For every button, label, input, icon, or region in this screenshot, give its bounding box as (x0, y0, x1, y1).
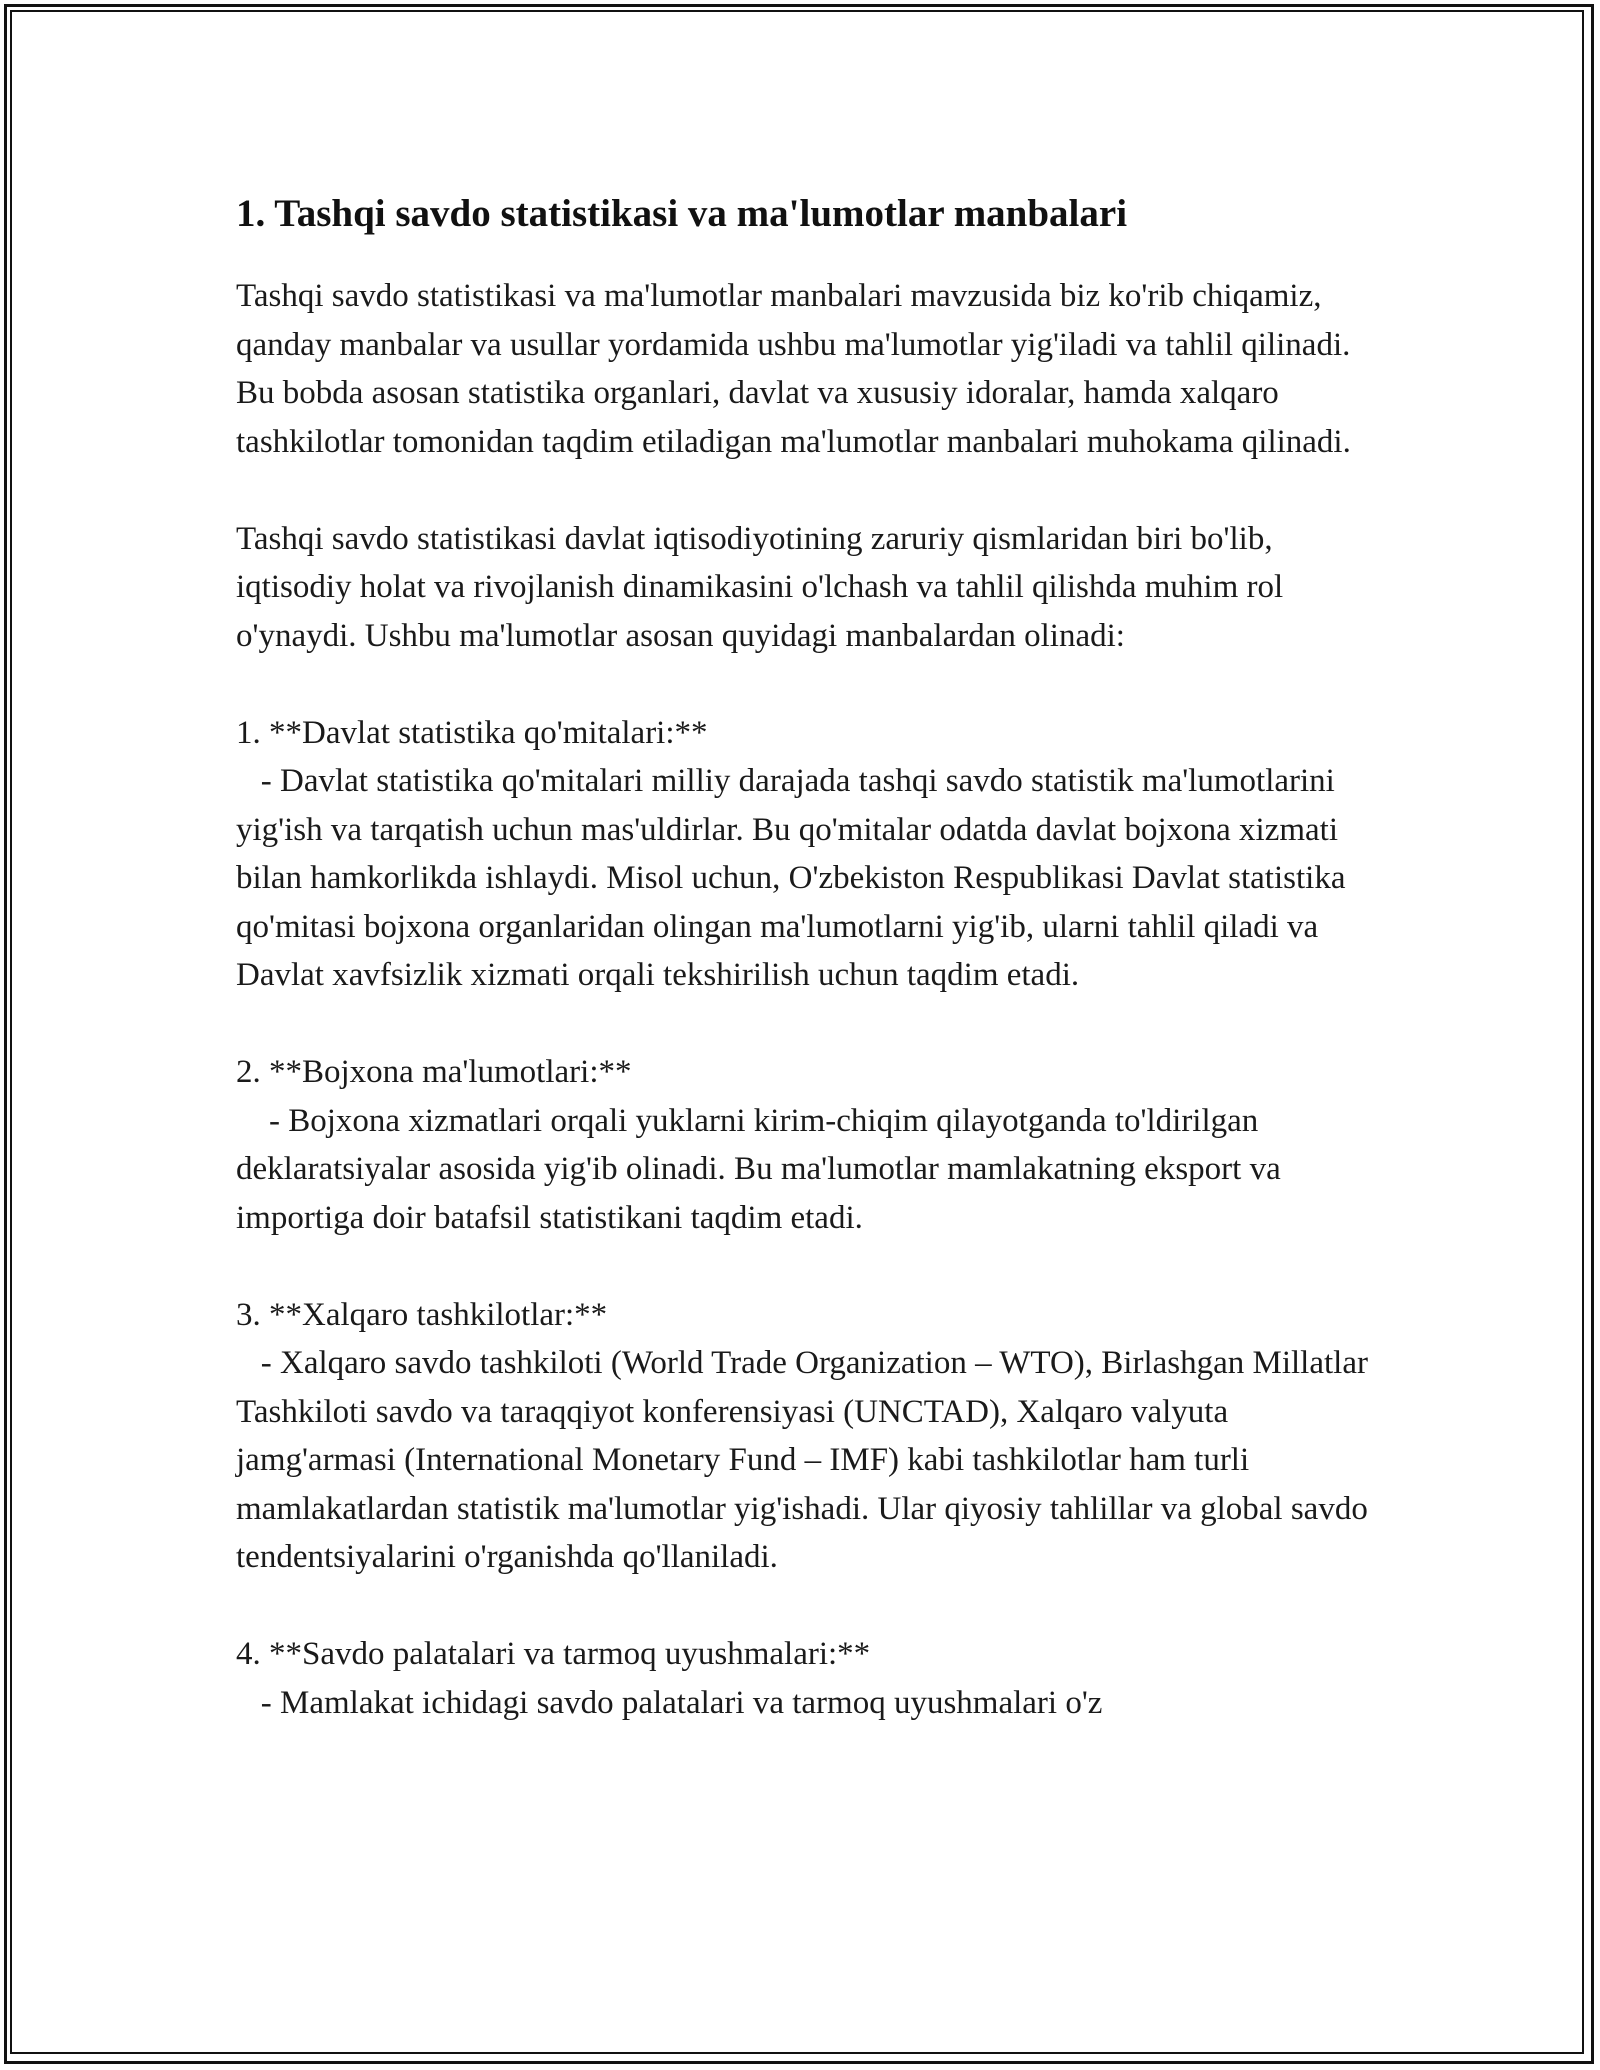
source-item-heading: 2. **Bojxona ma'lumotlari:** (236, 1054, 632, 1090)
document-page (236, 188, 1386, 1727)
intro-paragraph-2: Tashqi savdo statistikasi davlat iqtisodiyotining zaruriy qismlaridan biri bo'lib, iqtisodiy holat va rivojlanish dinamikasini o'lchash va tahlil qilishda muhim rol o'ynaydi. Ushbu ma'lumotlar asosan quyidagi manbalardan olinadi: (236, 520, 1284, 654)
source-item-body: - Davlat statistika qo'mitalari milliy darajada tashqi savdo statistik ma'lumotlarini yig'ish va tarqatish uchun mas'uldirlar. Bu qo'mitalar odatda davlat bojxona xizmati bilan hamkorlikda ishlaydi. Misol uchun, O'zbekiston Respublikasi Davlat statistika qo'mitasi bojxona organlaridan olingan ma'lumotlarni yig'ib, ularni tahlil qiladi va Davlat xavfsizlik xizmati orqali tekshirilish uchun taqdim etadi. (236, 763, 1354, 993)
source-item-body: - Xalqaro savdo tashkiloti (World Trade Organization – WTO), Birlashgan Millatlar Tashkiloti savdo va taraqqiyot konferensiyasi (UNCTAD), Xalqaro valyuta jamg'armasi (International Monetary Fund – IMF) kabi tashkilotlar ham turli mamlakatlardan statistik ma'lumotlar yig'ishadi. Ular qiyosiy tahlillar va global savdo tendentsiyalarini o'rganishda qo'llaniladi. (236, 1345, 1377, 1575)
paragraph-spacer (236, 1000, 1386, 1049)
source-item-body: - Mamlakat ichidagi savdo palatalari va tarmoq uyushmalari o'z (236, 1684, 1103, 1721)
paragraph-spacer (236, 660, 1386, 709)
section-title: 1. Tashqi savdo statistikasi va ma'lumotlar manbalari (236, 192, 1128, 235)
source-item-4 (236, 1630, 1386, 1727)
paragraph-spacer (236, 1582, 1386, 1631)
source-item-2 (236, 1048, 1386, 1242)
source-item-1 (236, 709, 1386, 1000)
source-item-heading: 1. **Davlat statistika qo'mitalari:** (236, 714, 708, 751)
source-item-heading: 4. **Savdo palatalari va tarmoq uyushmalari:** (236, 1636, 871, 1672)
source-item-heading: 3. **Xalqaro tashkilotlar:** (236, 1296, 608, 1333)
source-item-body: - Bojxona xizmatlari orqali yuklarni kirim-chiqim qilayotganda to'ldirilgan deklaratsiyalar asosida yig'ib olinadi. Bu ma'lumotlar mamlakatning eksport va importiga doir batafsil statistikani taqdim etadi. (236, 1102, 1289, 1236)
source-item-3 (236, 1291, 1386, 1582)
paragraph-spacer (236, 466, 1386, 515)
paragraph-spacer (236, 1242, 1386, 1291)
intro-paragraph-1: Tashqi savdo statistikasi va ma'lumotlar manbalari mavzusida biz ko'rib chiqamiz, qanday manbalar va usullar yordamida ushbu ma'lumotlar yig'iladi va tahlil qilinadi. Bu bobda asosan statistika organlari, davlat va xususiy idoralar, hamda xalqaro tashkilotlar tomonidan taqdim etiladigan ma'lumotlar manbalari muhokama qilinadi. (236, 278, 1351, 460)
